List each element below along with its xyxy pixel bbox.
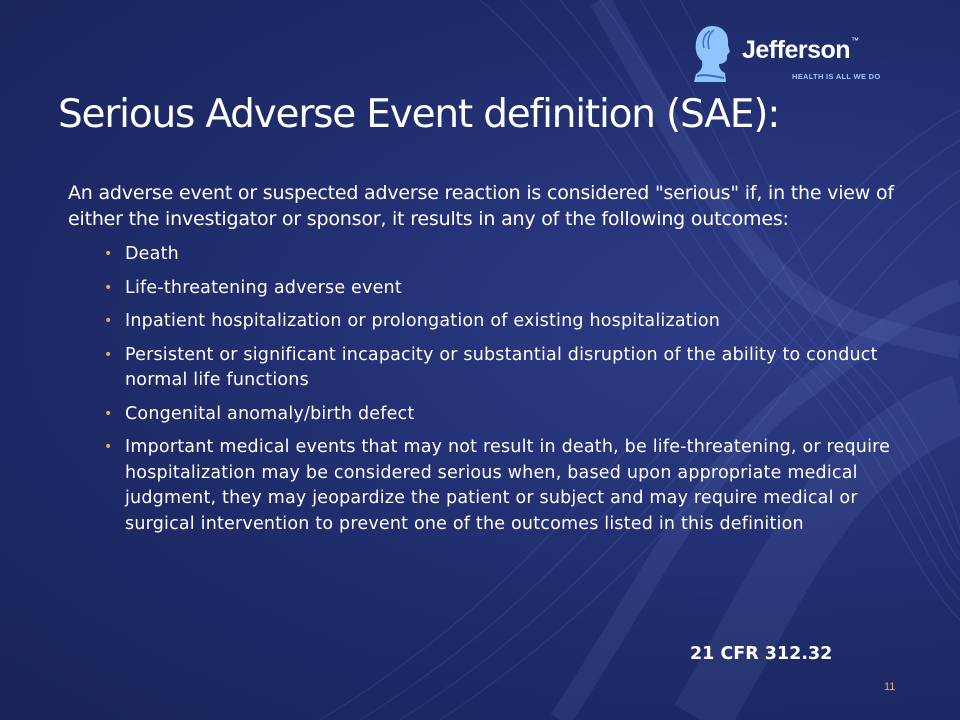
bullet-dot-icon: • (104, 279, 113, 296)
logo-wordmark-text: Jefferson (742, 36, 851, 64)
outcome-item (68, 402, 898, 428)
bullet-dot-icon: • (104, 405, 113, 422)
bullet-dot-icon: • (104, 346, 113, 363)
slide-body (68, 180, 898, 545)
outcome-list (68, 242, 898, 537)
logo-tagline: HEALTH IS ALL WE DO (792, 72, 881, 81)
outcome-text: Important medical events that may not result in death, be life-threatening, or require hospitalization may be considered serious when, based upon appropriate medical judgment, they may jeopardize the patient or subject and may require medical or surgical intervention to prevent one of the outcomes listed in this definition (125, 437, 891, 534)
outcome-item (68, 242, 898, 268)
page-number: 11 (884, 681, 896, 693)
bullet-dot-icon: • (104, 313, 113, 329)
outcome-text: Congenital anomaly/birth defect (125, 403, 415, 424)
jefferson-logo (690, 24, 920, 88)
outcome-text: Life-threatening adverse event (125, 277, 402, 298)
bullet-dot-icon: • (104, 439, 113, 455)
outcome-text: Inpatient hospitalization or prolongation of existing hospitalization (125, 311, 721, 331)
outcome-text: Persistent or significant incapacity or substantial disruption of the ability to conduct normal life functions (125, 344, 878, 390)
logo-wordmark (742, 36, 859, 65)
regulation-citation: 21 CFR 312.32 (690, 644, 833, 664)
jefferson-profile-logo-icon (690, 24, 736, 84)
intro-paragraph: An adverse event or suspected adverse reaction is considered "serious" if, in the view of either the investigator or sponsor, it results in any of the following outcomes: (68, 182, 894, 230)
outcome-item (68, 309, 898, 335)
outcome-text: Death (125, 244, 179, 264)
outcome-item (68, 276, 898, 302)
bullet-dot-icon: • (104, 246, 113, 262)
logo-trademark: ™ (851, 36, 859, 45)
outcome-item (68, 343, 898, 394)
outcome-item (68, 435, 898, 537)
slide-title: Serious Adverse Event definition (SAE): (58, 92, 780, 137)
